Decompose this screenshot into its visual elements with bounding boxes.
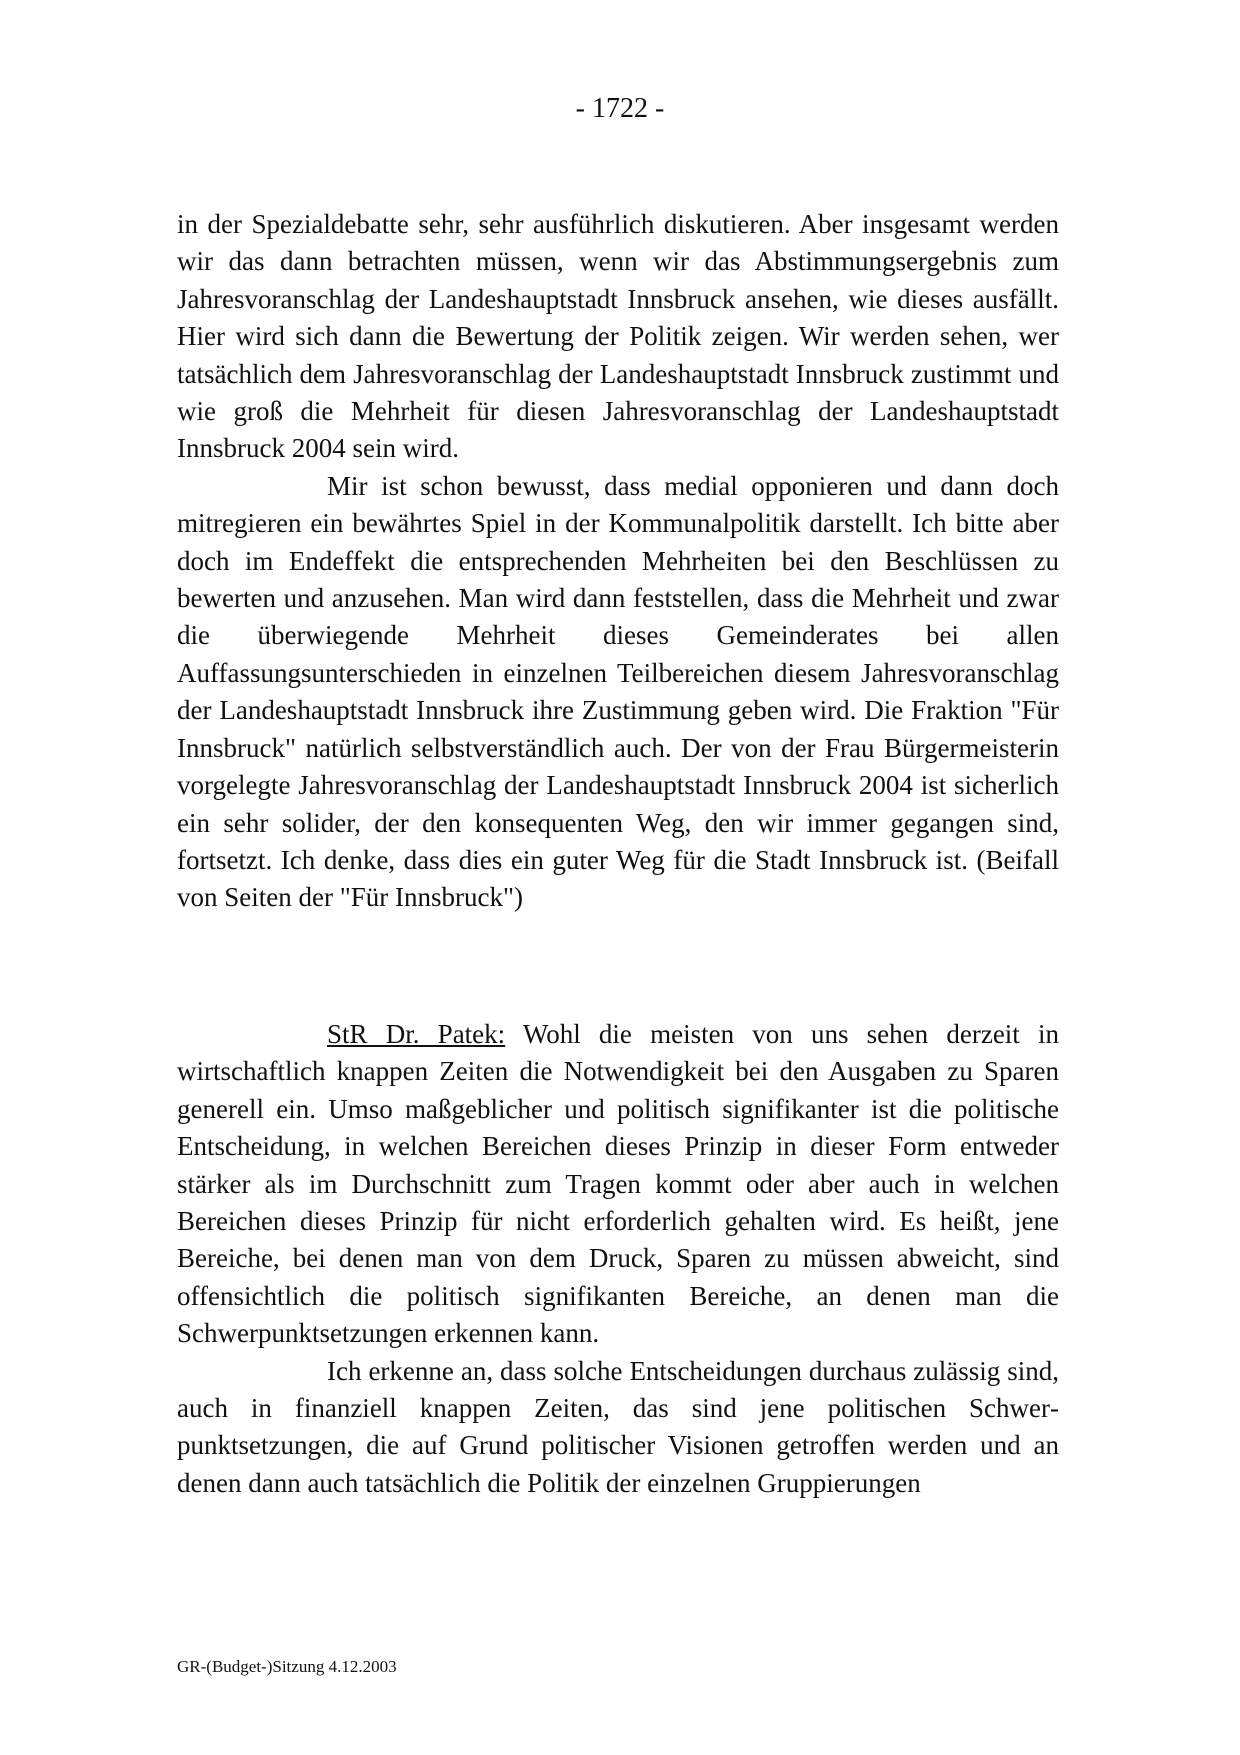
speaker-name: StR Dr. Patek: (327, 1019, 506, 1049)
text-section-2 (177, 1016, 1059, 1502)
footer: GR-(Budget-)Sitzung 4.12.2003 (177, 1657, 397, 1676)
text-section-1 (177, 206, 1059, 917)
paragraph: in der Spezialdebatte sehr, sehr ausführlich diskutieren. Aber insgesamt werden wir das dann betrachten müssen, wenn wir das Abstimmungsergebnis zum Jahresvoranschlag der Landeshauptstadt Innsbruck ansehen, wie dieses ausfällt. Hier wird sich dann die Bewertung der Politik zeigen. Wir werden sehen, wer tatsächlich dem Jahresvoranschlag der Landeshauptstadt Innsbruck zustimmt und wie groß die Mehrheit für diesen Jahresvoranschlag der Landeshauptstadt Innsbruck 2004 sein wird. (177, 209, 1059, 464)
speech-text: Wohl die meisten von uns sehen derzeit in wirtschaftlich knappen Zeiten die Notwendigkeit bei den Ausgaben zu Sparen generell ein. Umso maßgeblicher und politisch signifikanter ist die politische Entscheidung, in welchen Bereichen dieses Prinzip in dieser Form entweder stärker als im Durchschnitt zum Tragen kommt oder aber auch in welchen Bereichen dieses Prinzip für nicht erforderlich gehalten wird. Es heißt, jene Bereiche, bei denen man von dem Druck, Sparen zu müssen abweicht, sind offensichtlich die politisch signifikanten Bereiche, an denen man die Schwerpunktsetzungen erkennen kann. (177, 1019, 1060, 1349)
speaker-paragraph (177, 1016, 1059, 1353)
paragraph: Ich erkenne an, dass solche Entscheidungen durchaus zulässig sind, auch in finanziell knappen Zeiten, das sind jene politischen Schwerpunktsetzungen, die auf Grund politischer Visionen getroffen werden und an denen dann auch tatsächlich die Politik der einzelnen Gruppierungen (177, 1355, 1059, 1498)
page-number: - 1722 - (575, 93, 665, 124)
paragraph: Mir ist schon bewusst, dass medial opponieren und dann doch mitregieren ein bewährtes Spiel in der Kommunalpolitik darstellt. Ich bitte aber doch im Endeffekt die entsprechenden Mehrheiten bei den Beschlüssen zu bewerten und anzusehen. Man wird dann feststellen, dass die Mehrheit und zwar die überwiegende Mehrheit dieses Gemeinderates bei allen Auffassungsunterschieden in einzelnen Teilbereichen diesem Jahresvoranschlag der Landeshauptstadt Innsbruck ihre Zustimmung geben wird. Die Fraktion "Für Innsbruck" natürlich selbstverständlich auch. Der von der Frau Bürgermeisterin vorgelegte Jahresvoranschlag der Landeshauptstadt Innsbruck 2004 ist sicherlich ein sehr solider, der den konsequenten Weg, den wir immer gegangen sind, fortsetzt. Ich denke, dass dies ein guter Weg für die Stadt Innsbruck ist. (Beifall von Seiten der "Für Innsbruck") (177, 470, 1059, 913)
